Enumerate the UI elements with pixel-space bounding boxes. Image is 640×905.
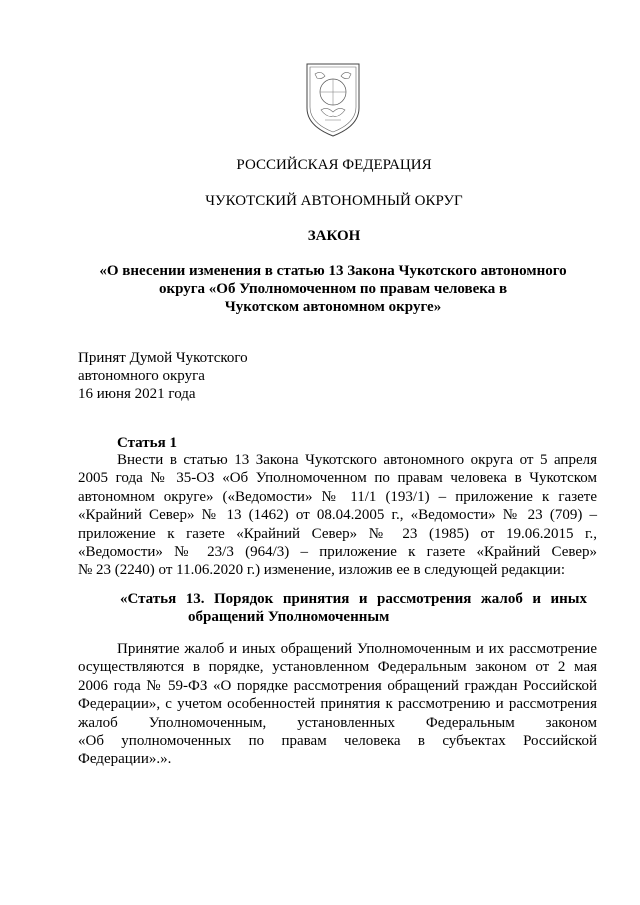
- adoption-date: 16 июня 2021 года: [78, 386, 196, 402]
- text-line: Федерации», с учетом особенностей принятия к рассмотрению и рассмотрения: [78, 696, 597, 713]
- article-13-heading-line: обращений Уполномоченным: [188, 609, 390, 625]
- text-line: 2005 года № 35-ОЗ «Об Уполномоченном по правам человека в Чукотском: [78, 470, 597, 487]
- law-title-line: Чукотском автономном округе»: [224, 299, 442, 315]
- article-1-body: [78, 451, 597, 580]
- text-line: «Крайний Север» № 13 (1462) от 08.04.2005 г., «Ведомости» № 23 (709) –: [78, 507, 597, 524]
- article-13-heading-line: «Статья 13. Порядок принятия и рассмотрения жалоб и иных: [120, 591, 587, 607]
- text-line: «Об уполномоченных по правам человека в субъектах Российской: [78, 732, 597, 749]
- article-13-heading: [120, 590, 587, 626]
- text-line: 2006 года № 59-ФЗ «О порядке рассмотрения обращений граждан Российской: [78, 677, 597, 694]
- law-title-line: «О внесении изменения в статью 13 Закона Чукотского автономного: [99, 263, 567, 279]
- text-line: Принятие жалоб и иных обращений Уполномоченным и их рассмотрение: [117, 641, 597, 657]
- text-line: жалоб Уполномоченным, установленных Федеральным законом: [78, 714, 597, 731]
- law-title: [80, 262, 586, 316]
- text-line: Федерации».».: [78, 751, 172, 768]
- text-line: приложение к газете «Крайний Север» № 23 (1985) от 19.06.2015 г.,: [78, 525, 597, 542]
- adoption-line: автономного округа: [78, 368, 205, 384]
- text-line: осуществляются в порядке, установленном Федеральным законом от 2 мая: [78, 659, 597, 676]
- text-line: № 23 (2240) от 11.06.2020 г.) изменение, изложив ее в следующей редакции:: [78, 562, 565, 579]
- law-title-line: округа «Об Уполномоченном по правам человека в: [158, 281, 508, 297]
- adoption-line: Принят Думой Чукотского: [78, 350, 248, 366]
- coat-of-arms-icon: [303, 60, 363, 138]
- text-line: Внести в статью 13 Закона Чукотского автономного округа от 5 апреля: [117, 452, 597, 468]
- article-13-body: [78, 640, 597, 769]
- adoption-note: [78, 349, 248, 403]
- text-line: автономном округе» («Ведомости» № 11/1 (193/1) – приложение к газете: [78, 488, 597, 505]
- doc-type-heading: ЗАКОН: [307, 228, 361, 244]
- okrug-heading: ЧУКОТСКИЙ АВТОНОМНЫЙ ОКРУГ: [205, 193, 463, 209]
- federation-heading: РОССИЙСКАЯ ФЕДЕРАЦИЯ: [236, 157, 432, 173]
- article-1-heading: Статья 1: [117, 435, 177, 451]
- text-line: «Ведомости» № 23/3 (964/3) – приложение к газете «Крайний Север»: [78, 543, 597, 560]
